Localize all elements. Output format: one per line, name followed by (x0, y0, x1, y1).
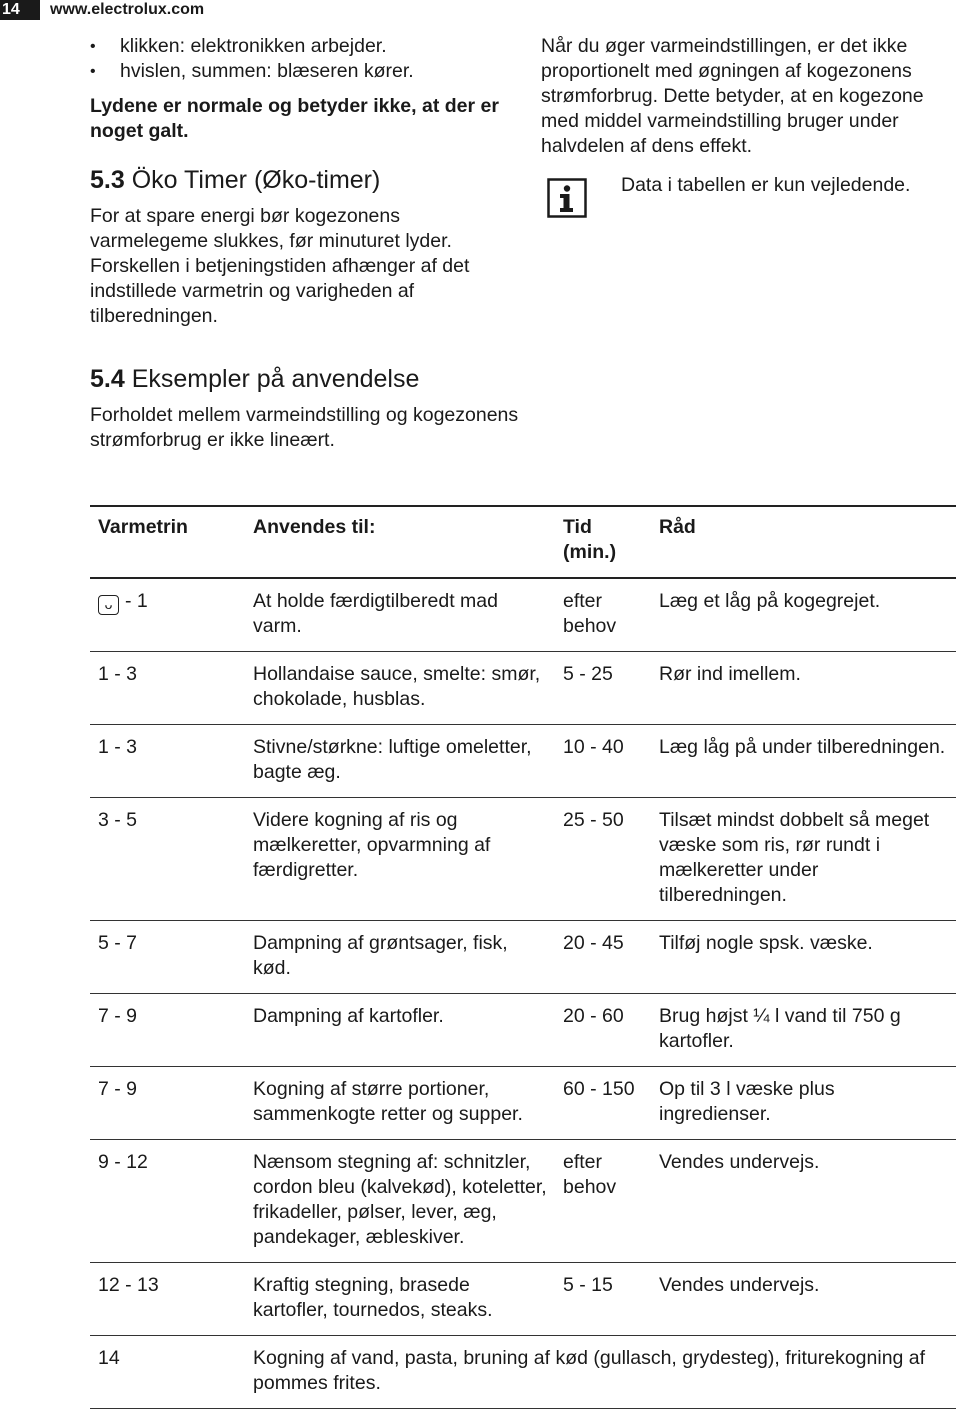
table-row (90, 1140, 956, 1263)
table-cell: 20 - 45 (555, 921, 651, 994)
sound-list (90, 34, 510, 84)
table-row (90, 1263, 956, 1336)
table-cell: Hollandaise sauce, smelte: smør, chokolade, husblas. (245, 652, 555, 725)
table-cell: Dampning af grøntsager, fisk, kød. (245, 921, 555, 994)
table-header-row (90, 506, 956, 578)
table-cell: 5 - 7 (90, 921, 245, 994)
left-column (90, 34, 510, 329)
table-cell: 3 - 5 (90, 798, 245, 921)
cell-text: - 1 (125, 590, 148, 612)
table-cell: Videre kogning af ris og mælkeretter, opvarmning af færdigretter. (245, 798, 555, 921)
table-cell: Tilføj nogle spsk. væske. (651, 921, 956, 994)
section-heading-5-4 (90, 364, 530, 394)
table-cell: Vendes undervejs. (651, 1263, 956, 1336)
table-cell: 7 - 9 (90, 1067, 245, 1140)
section-number: 5.4 (90, 365, 125, 393)
table-cell: Brug højst ¼ l vand til 750 g kartofler. (651, 994, 956, 1067)
table-row (90, 1336, 956, 1409)
table-cell: Kogning af vand, pasta, bruning af kød (gullasch, grydesteg), friturekogning af pommes frites. (245, 1336, 956, 1409)
table-cell: efter behov (555, 1140, 651, 1263)
table-cell: 25 - 50 (555, 798, 651, 921)
site-url[interactable]: www.electrolux.com (50, 1, 205, 18)
right-body: Når du øger varmeindstillingen, er det ikke proportionelt med øgningen af kogezonens strømforbrug. Dette betyder, at en kogezone med middel varmeindstilling bruger under halvdelen af dens effekt. (541, 35, 924, 157)
table-cell: Læg et låg på kogegrejet. (651, 578, 956, 652)
table-cell: Nænsom stegning af: schnitzler, cordon bleu (kalvekød), koteletter, frikadeller, pølser, lever, æg, pandekager, æbleskiver. (245, 1140, 555, 1263)
info-text: Data i tabellen er kun vejledende. (621, 174, 911, 196)
section-body-5-4: Forholdet mellem varmeindstilling og kogezonens strømforbrug er ikke lineært. (90, 404, 519, 451)
table-cell: 60 - 150 (555, 1067, 651, 1140)
table-cell (90, 578, 245, 652)
list-item: • klikken: elektronikken arbejder. (90, 34, 510, 59)
table-cell: efter behov (555, 578, 651, 652)
table-cell: Rør ind imellem. (651, 652, 956, 725)
column-header: Tid (min.) (555, 506, 651, 578)
table-cell: 1 - 3 (90, 652, 245, 725)
table-cell: Kogning af større portioner, sammenkogte retter og supper. (245, 1067, 555, 1140)
sound-note: Lydene er normale og betyder ikke, at der er noget galt. (90, 95, 499, 142)
keep-warm-icon: ᴗ (98, 595, 119, 615)
table-cell: Stivne/størkne: luftige omeletter, bagte æg. (245, 725, 555, 798)
table-cell: Tilsæt mindst dobbelt så meget væske som ris, rør rundt i mælkeretter under tilberedningen. (651, 798, 956, 921)
table-row (90, 652, 956, 725)
info-icon (547, 178, 587, 218)
table-row (90, 1067, 956, 1140)
table-cell: 7 - 9 (90, 994, 245, 1067)
section-title: Öko Timer (Øko-timer) (124, 166, 381, 194)
page-header (0, 0, 960, 20)
table-cell: 14 (90, 1336, 245, 1409)
table-cell: Op til 3 l væske plus ingredienser. (651, 1067, 956, 1140)
table-cell: 1 - 3 (90, 725, 245, 798)
section-title: Eksempler på anvendelse (124, 365, 420, 393)
right-column (541, 34, 951, 198)
section-5-4 (90, 364, 530, 453)
section-number: 5.3 (90, 166, 125, 194)
table-cell: 20 - 60 (555, 994, 651, 1067)
page-number: 14 (0, 0, 40, 20)
table-cell: 12 - 13 (90, 1263, 245, 1336)
column-header: Varmetrin (90, 506, 245, 578)
table-row (90, 578, 956, 652)
heat-settings-table (90, 505, 956, 1409)
table-row (90, 994, 956, 1067)
table-cell: 10 - 40 (555, 725, 651, 798)
list-item: • hvislen, summen: blæseren kører. (90, 59, 510, 84)
table-cell: Vendes undervejs. (651, 1140, 956, 1263)
table-row (90, 921, 956, 994)
table-cell: 5 - 25 (555, 652, 651, 725)
table-row (90, 725, 956, 798)
column-header: Råd (651, 506, 956, 578)
table-cell: 9 - 12 (90, 1140, 245, 1263)
column-header: Anvendes til: (245, 506, 555, 578)
info-note (541, 173, 951, 198)
table-row (90, 798, 956, 921)
table-cell: Kraftig stegning, brasede kartofler, tournedos, steaks. (245, 1263, 555, 1336)
section-heading-5-3 (90, 165, 510, 195)
table-cell: Læg låg på under tilberedningen. (651, 725, 956, 798)
table-cell: Dampning af kartofler. (245, 994, 555, 1067)
table-cell: 5 - 15 (555, 1263, 651, 1336)
section-body-5-3: For at spare energi bør kogezonens varmelegeme slukkes, før minuturet lyder. Forskellen i betjeningstiden afhænger af det indstillede varmetrin og varigheden af tilberedningen. (90, 205, 470, 327)
table-cell: At holde færdigtilberedt mad varm. (245, 578, 555, 652)
